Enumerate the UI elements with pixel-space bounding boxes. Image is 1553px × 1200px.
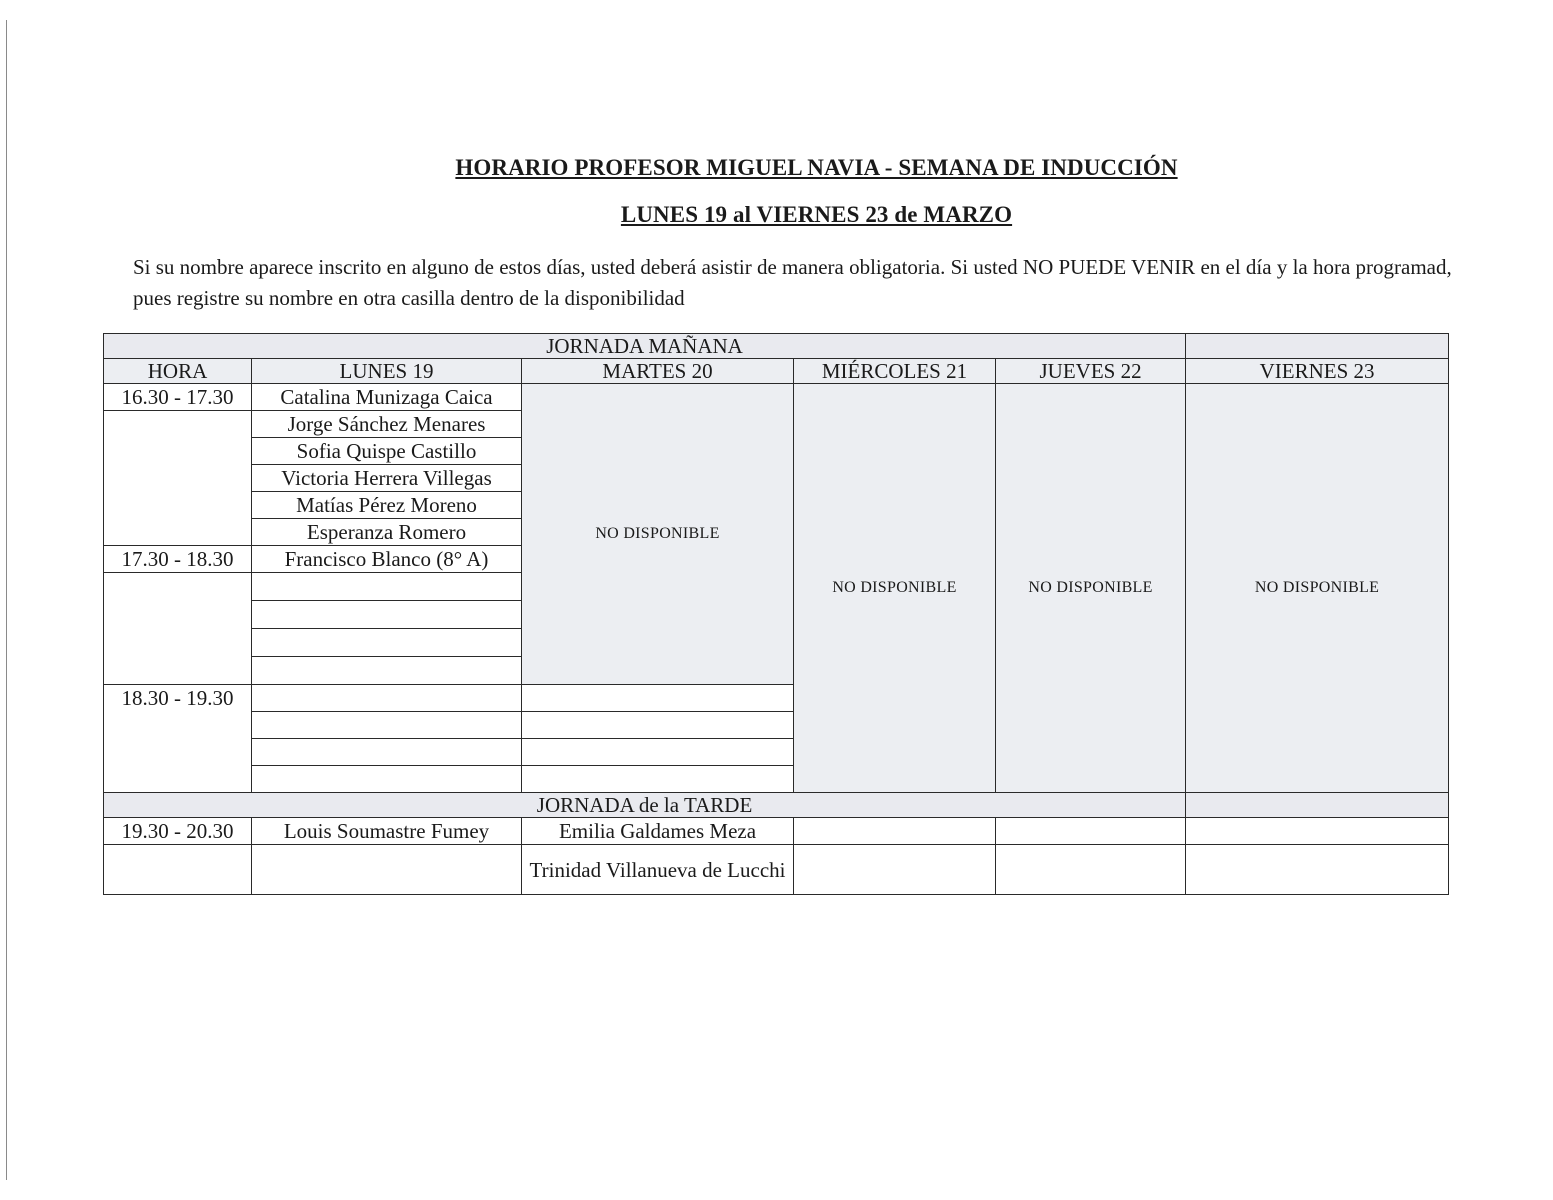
wednesday-unavailable: NO DISPONIBLE [794,384,996,793]
afternoon-label: JORNADA de la TARDE [104,793,1186,818]
monday-empty-cell[interactable] [252,739,522,766]
thursday-unavailable: NO DISPONIBLE [996,384,1186,793]
morning-band-empty [1186,334,1449,359]
table-row [104,384,1449,411]
header-row [104,359,1449,384]
scan-edge [6,20,7,1180]
schedule-table [103,333,1449,895]
document-subtitle: LUNES 19 al VIERNES 23 de MARZO [620,202,1013,227]
friday-unavailable: NO DISPONIBLE [1186,384,1449,793]
morning-label: JORNADA MAÑANA [104,334,1186,359]
afternoon-monday-cell[interactable]: Louis Soumastre Fumey [252,818,522,845]
monday-name-cell[interactable]: Victoria Herrera Villegas [252,465,522,492]
time-empty-cell [104,573,252,685]
time-slot-2: 17.30 - 18.30 [104,546,252,573]
afternoon-wednesday-cell[interactable] [794,845,996,895]
afternoon-friday-cell[interactable] [1186,845,1449,895]
monday-name-cell[interactable]: Sofia Quispe Castillo [252,438,522,465]
intro-paragraph: Si su nombre aparece inscrito en alguno de estos días, usted deberá asistir de manera obligatoria. Si usted NO PUEDE VENIR en el día y la hora programad, pues registre su nombre en otra casilla dentro de la disponibilidad [133,255,1452,310]
time-slot-4: 19.30 - 20.30 [104,818,252,845]
header-martes: MARTES 20 [522,359,794,384]
header-jueves: JUEVES 22 [996,359,1186,384]
afternoon-wednesday-cell[interactable] [794,818,996,845]
monday-name-cell[interactable]: Catalina Munizaga Caica [252,384,522,411]
monday-empty-cell[interactable] [252,712,522,739]
table-row [104,845,1449,895]
monday-name-cell[interactable]: Francisco Blanco (8° A) [252,546,522,573]
header-hora: HORA [104,359,252,384]
header-viernes: VIERNES 23 [1186,359,1449,384]
afternoon-thursday-cell[interactable] [996,845,1186,895]
table-row [104,818,1449,845]
afternoon-band-row [104,793,1449,818]
time-empty-cell [104,411,252,546]
afternoon-friday-cell[interactable] [1186,818,1449,845]
time-empty-cell [104,845,252,895]
tuesday-empty-cell[interactable] [522,766,794,793]
document-title: HORARIO PROFESOR MIGUEL NAVIA - SEMANA DE INDUCCIÓN [455,155,1178,180]
afternoon-thursday-cell[interactable] [996,818,1186,845]
header-miercoles: MIÉRCOLES 21 [794,359,996,384]
afternoon-tuesday-cell[interactable]: Trinidad Villanueva de Lucchi [522,845,794,895]
monday-name-cell[interactable]: Esperanza Romero [252,519,522,546]
tuesday-unavailable: NO DISPONIBLE [522,384,794,685]
monday-name-cell[interactable]: Jorge Sánchez Menares [252,411,522,438]
time-slot-3: 18.30 - 19.30 [104,685,252,793]
afternoon-monday-cell[interactable] [252,845,522,895]
tuesday-empty-cell[interactable] [522,685,794,712]
monday-empty-cell[interactable] [252,685,522,712]
monday-empty-cell[interactable] [252,657,522,685]
monday-empty-cell[interactable] [252,601,522,629]
header-lunes: LUNES 19 [252,359,522,384]
morning-band-row [104,334,1449,359]
monday-empty-cell[interactable] [252,766,522,793]
monday-empty-cell[interactable] [252,629,522,657]
tuesday-empty-cell[interactable] [522,712,794,739]
monday-empty-cell[interactable] [252,573,522,601]
afternoon-tuesday-cell[interactable]: Emilia Galdames Meza [522,818,794,845]
tuesday-empty-cell[interactable] [522,739,794,766]
time-slot-1: 16.30 - 17.30 [104,384,252,411]
afternoon-band-empty [1186,793,1449,818]
monday-name-cell[interactable]: Matías Pérez Moreno [252,492,522,519]
